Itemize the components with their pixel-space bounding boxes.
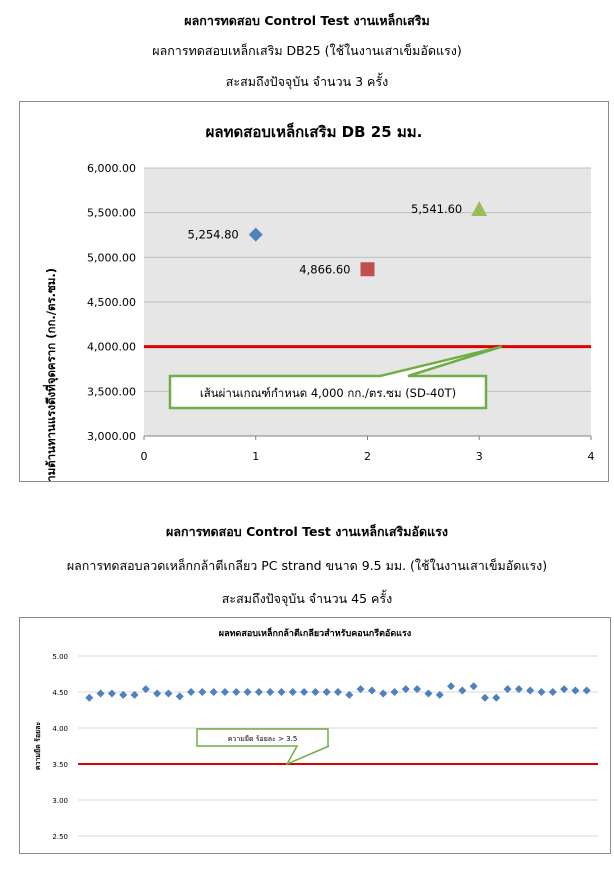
chart2-plot-area [78, 656, 598, 836]
chart1-x-tick-label: 4 [587, 450, 595, 463]
chart2-y-axis-label: ความยืด ร้อยละ [34, 721, 42, 771]
chart1-y-tick-label: 3,000.00 [87, 430, 136, 443]
chart2-title: ผลทดสอบเหล็กกล้าตีเกลียวสำหรับคอนกรีตอัดแรง [218, 629, 412, 639]
chart1-callout-text: เส้นผ่านเกณฑ์กำหนด 4,000 กก./ตร.ซม (SD-40T) [199, 386, 457, 400]
chart1-y-tick-label: 4,500.00 [87, 296, 136, 309]
chart1-title: ผลทดสอบเหล็กเสริม DB 25 มม. [205, 123, 423, 141]
chart1-y-tick-label: 4,000.00 [87, 340, 136, 354]
section2-subheading: ผลการทดสอบลวดเหล็กกล้าตีเกลียว PC strand ขนาด 9.5 มม. (ใช้ในงานเสาเข็มอัดแรง) [66, 558, 548, 573]
chart2-y-tick-label: 4.00 [52, 725, 68, 733]
chart2-svg [20, 618, 610, 853]
chart1-x-tick-label: 1 [252, 450, 260, 463]
chart2-y-tick-label: 4.50 [52, 689, 68, 697]
chart1-x-tick-label: 3 [475, 450, 483, 463]
chart1-data-label-1: 5,254.80 [187, 227, 239, 242]
chart2-callout-text: ความยืด ร้อยละ > 3.5 [227, 735, 298, 743]
chart2-y-tick-label: 3.50 [52, 761, 68, 769]
chart2-y-tick-label: 3.00 [52, 797, 68, 805]
chart1-y-axis-label: ความต้านทานแรงดึงที่จุดคราก (กก./ตร.ซม.) [44, 267, 58, 481]
section1-count: สะสมถึงปัจจุบัน จำนวน 3 ครั้ง [225, 74, 389, 89]
chart1-x-tick-label: 2 [364, 450, 371, 463]
chart2-y-tick-label: 5.00 [52, 653, 68, 661]
section1-subheading: ผลการทดสอบเหล็กเสริม DB25 (ใช้ในงานเสาเข็มอัดแรง) [152, 43, 462, 58]
chart1-data-label-3: 5,541.60 [411, 201, 463, 216]
chart1-y-tick-label: 5,000.00 [87, 251, 136, 265]
chart1-data-label-2: 4,866.60 [299, 262, 351, 277]
chart1-panel [19, 101, 609, 482]
chart2-panel [19, 617, 611, 854]
chart1-x-tick-label: 0 [140, 450, 148, 463]
section1-heading: ผลการทดสอบ Control Test งานเหล็กเสริม [184, 13, 430, 28]
chart2-y-tick-label: 2.50 [52, 833, 68, 841]
chart1-y-tick-label: 6,000.00 [87, 162, 136, 175]
chart1-svg [20, 102, 608, 481]
chart1-y-tick-label: 3,500.00 [87, 385, 136, 399]
section2-count: สะสมถึงปัจจุบัน จำนวน 45 ครั้ง [221, 591, 393, 606]
section2-heading: ผลการทดสอบ Control Test งานเหล็กเสริมอัดแรง [166, 524, 448, 539]
chart1-y-tick-label: 5,500.00 [87, 206, 136, 220]
chart1-point-2 [361, 262, 375, 276]
